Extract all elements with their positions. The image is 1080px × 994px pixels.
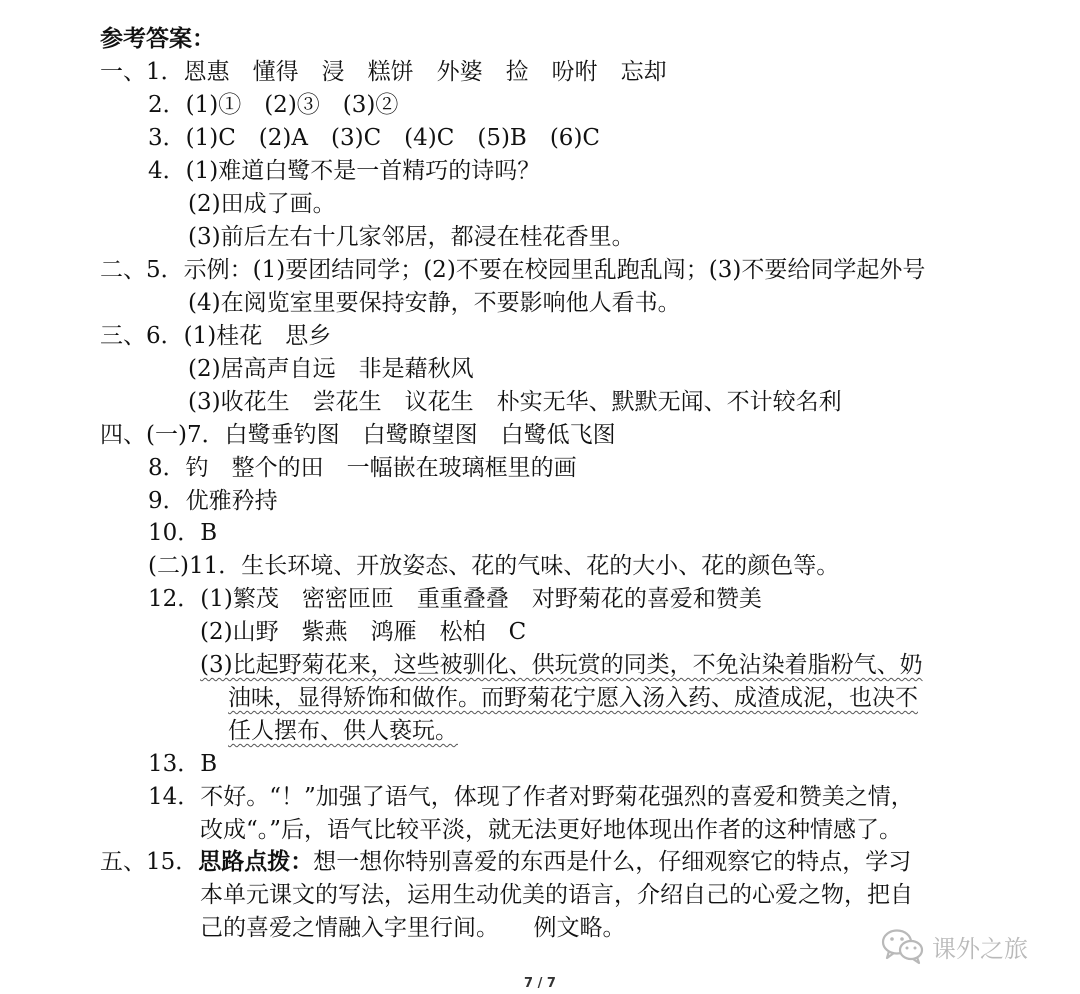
answer-line: (二)11．生长环境、开放姿态、花的气味、花的大小、花的颜色等。 xyxy=(148,553,840,579)
page-number: 7 / 7 xyxy=(524,976,556,991)
answer-line: (2)田成了画。 xyxy=(188,191,336,217)
hint-label: 思路点拨： xyxy=(198,848,314,875)
answer-line: 4．(1)难道白鹭不是一首精巧的诗吗？ xyxy=(148,158,541,184)
answer-title: 参考答案： xyxy=(100,25,215,52)
answer-line: (2)居高声自远 非是藉秋风 xyxy=(188,356,474,382)
answer-line-15 xyxy=(100,847,911,877)
answer-line: 本单元课文的写法，运用生动优美的语言，介绍自己的心爱之物，把自 xyxy=(200,882,913,908)
answer-line: 8．钓 整个的田 一幅嵌在玻璃框里的画 xyxy=(148,455,577,481)
answer-number: 五、15． xyxy=(100,849,199,875)
answer-line: 二、5．示例：(1)要团结同学；(2)不要在校园里乱跑乱闯；(3)不要给同学起外号 xyxy=(100,257,926,283)
answer-line: 14．不好。“！”加强了语气，体现了作者对野菊花强烈的喜爱和赞美之情， xyxy=(148,784,914,810)
answer-line: (2)山野 紫燕 鸿雁 松柏 C xyxy=(200,619,527,645)
answer-line-underlined: (3)比起野菊花来，这些被驯化、供玩赏的同类，不免沾染着脂粉气、奶 xyxy=(200,652,923,678)
answer-line: 四、(一)7．白鹭垂钓图 白鹭瞭望图 白鹭低飞图 xyxy=(100,422,616,448)
answer-line: 一、1．恩惠 懂得 浸 糕饼 外婆 捡 吩咐 忘却 xyxy=(100,59,667,85)
answer-line: 2．(1)① (2)③ (3)② xyxy=(148,92,399,118)
answer-line: (4)在阅览室里要保持安静，不要影响他人看书。 xyxy=(188,290,681,316)
answer-line: (3)收花生 尝花生 议花生 朴实无华、默默无闻、不计较名利 xyxy=(188,389,842,415)
answer-line: 己的喜爱之情融入字里行间。 例文略。 xyxy=(200,915,626,941)
answer-line: 10．B xyxy=(148,520,218,546)
answer-line: 13．B xyxy=(148,751,218,777)
answer-line: 12．(1)繁茂 密密匝匝 重重叠叠 对野菊花的喜爱和赞美 xyxy=(148,586,762,612)
answer-line: 改成“。”后，语气比较平淡，就无法更好地体现出作者的这种情感了。 xyxy=(200,817,903,843)
watermark-text: 课外之旅 xyxy=(932,934,1028,963)
hint-text: 想一想你特别喜爱的东西是什么，仔细观察它的特点，学习 xyxy=(313,849,912,875)
answer-line-underlined: 油味，显得矫饰和做作。而野菊花宁愿入汤入药、成渣成泥，也决不 xyxy=(228,685,918,711)
answer-line-underlined: 任人摆布、供人亵玩。 xyxy=(228,718,458,744)
answer-line: 9．优雅矜持 xyxy=(148,488,278,514)
watermark xyxy=(880,926,1028,966)
wechat-icon xyxy=(880,927,926,965)
answer-line: 3．(1)C (2)A (3)C (4)C (5)B (6)C xyxy=(148,125,601,151)
answer-line: (3)前后左右十几家邻居，都浸在桂花香里。 xyxy=(188,224,635,250)
answer-line: 三、6．(1)桂花 思乡 xyxy=(100,323,332,349)
